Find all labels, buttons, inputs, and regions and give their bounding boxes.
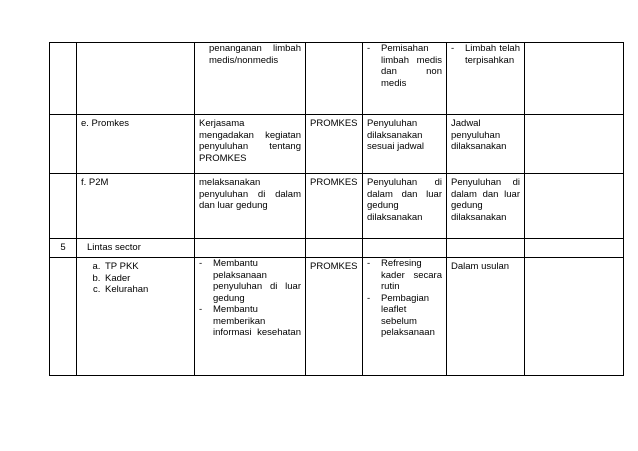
text-line: gedung	[213, 292, 245, 304]
dash-item	[367, 43, 442, 89]
cell-empty	[525, 239, 624, 258]
text-line: Pembagian	[381, 292, 430, 304]
text-line: penyuluhan di luar	[213, 281, 301, 292]
text-line: penanganan limbah	[209, 43, 301, 54]
dash-item	[199, 258, 301, 304]
cell-indikator: Penyuluhan dilaksanakan sesuai jadwal	[363, 115, 447, 174]
cell-indikator: Penyuluhan di dalam dan luar gedung dilaksanakan	[363, 174, 447, 239]
cell-hasil: Penyuluhan di dalam dan luar gedung dilaksanakan	[447, 174, 525, 239]
text-line: Membantu	[213, 304, 258, 315]
cell-item	[77, 258, 195, 376]
dash-mark: -	[199, 304, 203, 315]
cell-pj: PROMKES	[306, 258, 363, 376]
text-line: pelaksanaan	[213, 269, 267, 281]
text-line: sebelum	[381, 315, 417, 327]
cell-kegiatan: Kerjasama mengadakan kegiatan penyuluhan tentang PROMKES	[195, 115, 306, 174]
cell-no	[50, 174, 77, 239]
cell-no	[50, 258, 77, 376]
text-line: medis/nonmedis	[209, 54, 279, 66]
text-line: terpisahkan	[465, 54, 515, 66]
dash-item	[451, 43, 520, 66]
cell-kegiatan	[195, 258, 306, 376]
cell-item: Lintas sector	[77, 239, 195, 258]
table-row	[50, 239, 624, 258]
table-row	[50, 258, 624, 376]
dash-item	[199, 304, 301, 339]
cell-item: e. Promkes	[77, 115, 195, 174]
cell-item	[77, 43, 195, 115]
cell-empty	[525, 115, 624, 174]
dash-mark: -	[199, 258, 203, 269]
cell-kegiatan	[195, 239, 306, 258]
dash-mark: -	[451, 43, 455, 54]
cell-indikator	[363, 43, 447, 115]
text-line: rutin	[381, 281, 400, 292]
cell-hasil	[447, 239, 525, 258]
list-item: a. TP PKK	[103, 261, 190, 273]
cell-hasil: Jadwal penyuluhan dilaksanakan	[447, 115, 525, 174]
cell-hasil: Dalam usulan	[447, 258, 525, 376]
dash-mark: -	[367, 292, 371, 304]
list-item: b. Kader	[103, 273, 190, 285]
text-line: memberikan	[213, 315, 266, 327]
program-table	[49, 42, 624, 376]
cell-indikator	[363, 258, 447, 376]
text-line: Limbah telah	[465, 43, 520, 54]
cell-empty	[525, 174, 624, 239]
text-line: leaflet	[381, 304, 407, 315]
dash-mark: -	[367, 258, 371, 269]
dash-item	[367, 258, 442, 293]
cell-pj	[306, 239, 363, 258]
cell-empty	[525, 258, 624, 376]
list-item: c. Kelurahan	[103, 284, 190, 296]
dash-mark: -	[367, 43, 371, 54]
table-row	[50, 43, 624, 115]
text-line: Membantu	[213, 258, 258, 269]
dash-item	[367, 293, 442, 339]
table-row	[50, 174, 624, 239]
cell-no: 5	[50, 239, 77, 258]
cell-no	[50, 115, 77, 174]
text-line: limbah medis	[381, 54, 442, 66]
text-line: dan non	[381, 66, 442, 77]
cell-item: f. P2M	[77, 174, 195, 239]
cell-pj	[306, 43, 363, 115]
cell-pj: PROMKES	[306, 115, 363, 174]
cell-pj: PROMKES	[306, 174, 363, 239]
text-line: Refresing	[381, 258, 422, 269]
cell-kegiatan: melaksanakan penyuluhan di dalam dan luar gedung	[195, 174, 306, 239]
text-line: pelaksanaan	[381, 327, 435, 338]
item-list	[81, 261, 190, 296]
cell-empty	[525, 43, 624, 115]
text-line: kader secara	[381, 269, 442, 281]
text-line: Pemisahan	[381, 43, 429, 54]
text-line: informasi kesehatan	[213, 327, 301, 338]
text-line: medis	[381, 77, 407, 89]
cell-indikator	[363, 239, 447, 258]
cell-kegiatan	[195, 43, 306, 115]
cell-hasil	[447, 43, 525, 115]
table-row	[50, 115, 624, 174]
cell-no	[50, 43, 77, 115]
